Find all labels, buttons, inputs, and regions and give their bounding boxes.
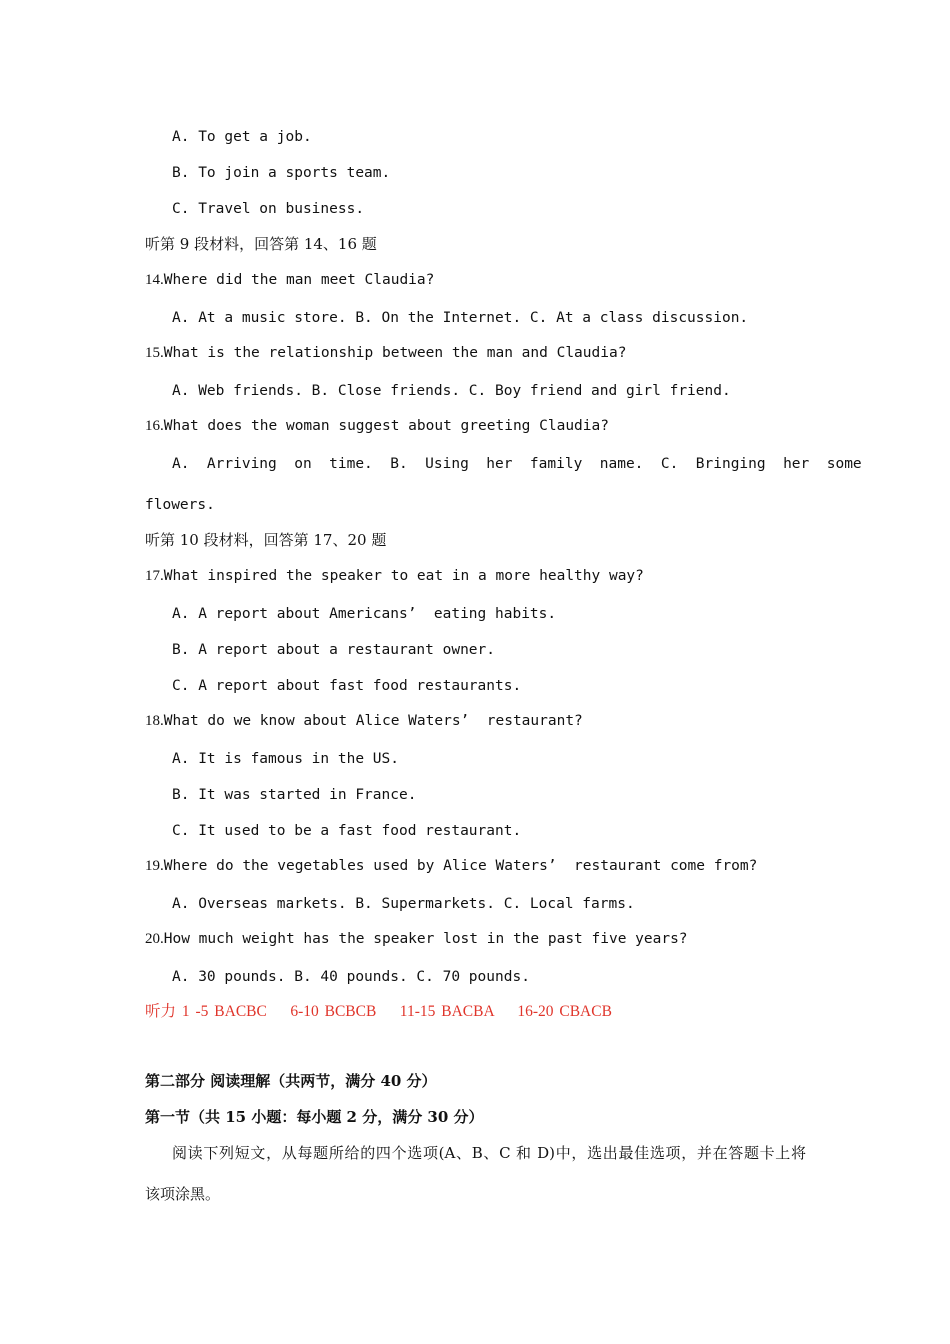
q17-option-c: C. A report about fast food restaurants. <box>172 678 522 694</box>
question-text: What does the woman suggest about greeting Claudia? <box>163 418 609 434</box>
question-number: 17. <box>145 568 164 584</box>
q18-option-a: A. It is famous in the US. <box>172 751 399 767</box>
q13-option-a: A. To get a job. <box>172 129 312 145</box>
question-15 <box>145 343 626 363</box>
question-number: 14. <box>145 272 164 288</box>
section-1-title: 第一节（共 15 小题：每小题 2 分，满分 30 分） <box>145 1108 484 1126</box>
part-2-title: 第二部分 阅读理解（共两节，满分 40 分） <box>145 1072 437 1090</box>
q17-option-a: A. A report about Americans’ eating habits. <box>172 606 557 622</box>
question-text: How much weight has the speaker lost in the past five years? <box>163 931 688 947</box>
q14-options: A. At a music store. B. On the Internet. C. At a class discussion. <box>172 310 749 326</box>
question-number: 16. <box>145 418 164 434</box>
question-text: Where do the vegetables used by Alice Waters’ restaurant come from? <box>163 858 758 874</box>
question-number: 20. <box>145 931 164 947</box>
question-number: 15. <box>145 345 164 361</box>
passage-9-heading: 听第 9 段材料，回答第 14、16 题 <box>145 235 377 253</box>
question-text: What is the relationship between the man and Claudia? <box>163 345 627 361</box>
question-text: What do we know about Alice Waters’ restaurant? <box>163 713 583 729</box>
q19-options: A. Overseas markets. B. Supermarkets. C. Local farms. <box>172 896 635 912</box>
question-number: 19. <box>145 858 164 874</box>
question-20 <box>145 929 688 949</box>
q17-option-b: B. A report about a restaurant owner. <box>172 642 496 658</box>
passage-10-heading: 听第 10 段材料，回答第 17、20 题 <box>145 531 387 549</box>
q15-options: A. Web friends. B. Close friends. C. Boy friend and girl friend. <box>172 383 731 399</box>
q18-option-c: C. It used to be a fast food restaurant. <box>172 823 522 839</box>
question-16 <box>145 416 609 436</box>
q13-option-b: B. To join a sports team. <box>172 165 391 181</box>
instruction-line-1: 阅读下列短文，从每题所给的四个选项(A、B、C 和 D)中，选出最佳选项，并在答题卡上将 <box>172 1144 806 1162</box>
q16-options-line-2: flowers. <box>145 497 215 513</box>
question-number: 18. <box>145 713 164 729</box>
instruction-line-2: 该项涂黑。 <box>145 1185 221 1203</box>
q18-option-b: B. It was started in France. <box>172 787 417 803</box>
question-19 <box>145 856 757 876</box>
listening-answer-key: 听力 1 -5 BACBC 6-10 BCBCB 11-15 BACBA 16-20 CBACB <box>145 1003 612 1020</box>
q16-options-line-1: A. Arriving on time. B. Using her family name. C. Bringing her some <box>172 456 862 472</box>
q13-option-c: C. Travel on business. <box>172 201 365 217</box>
question-17 <box>145 566 644 586</box>
q20-options: A. 30 pounds. B. 40 pounds. C. 70 pounds. <box>172 969 530 985</box>
question-14 <box>145 270 434 290</box>
question-text: Where did the man meet Claudia? <box>163 272 435 288</box>
question-text: What inspired the speaker to eat in a more healthy way? <box>163 568 644 584</box>
question-18 <box>145 711 583 731</box>
